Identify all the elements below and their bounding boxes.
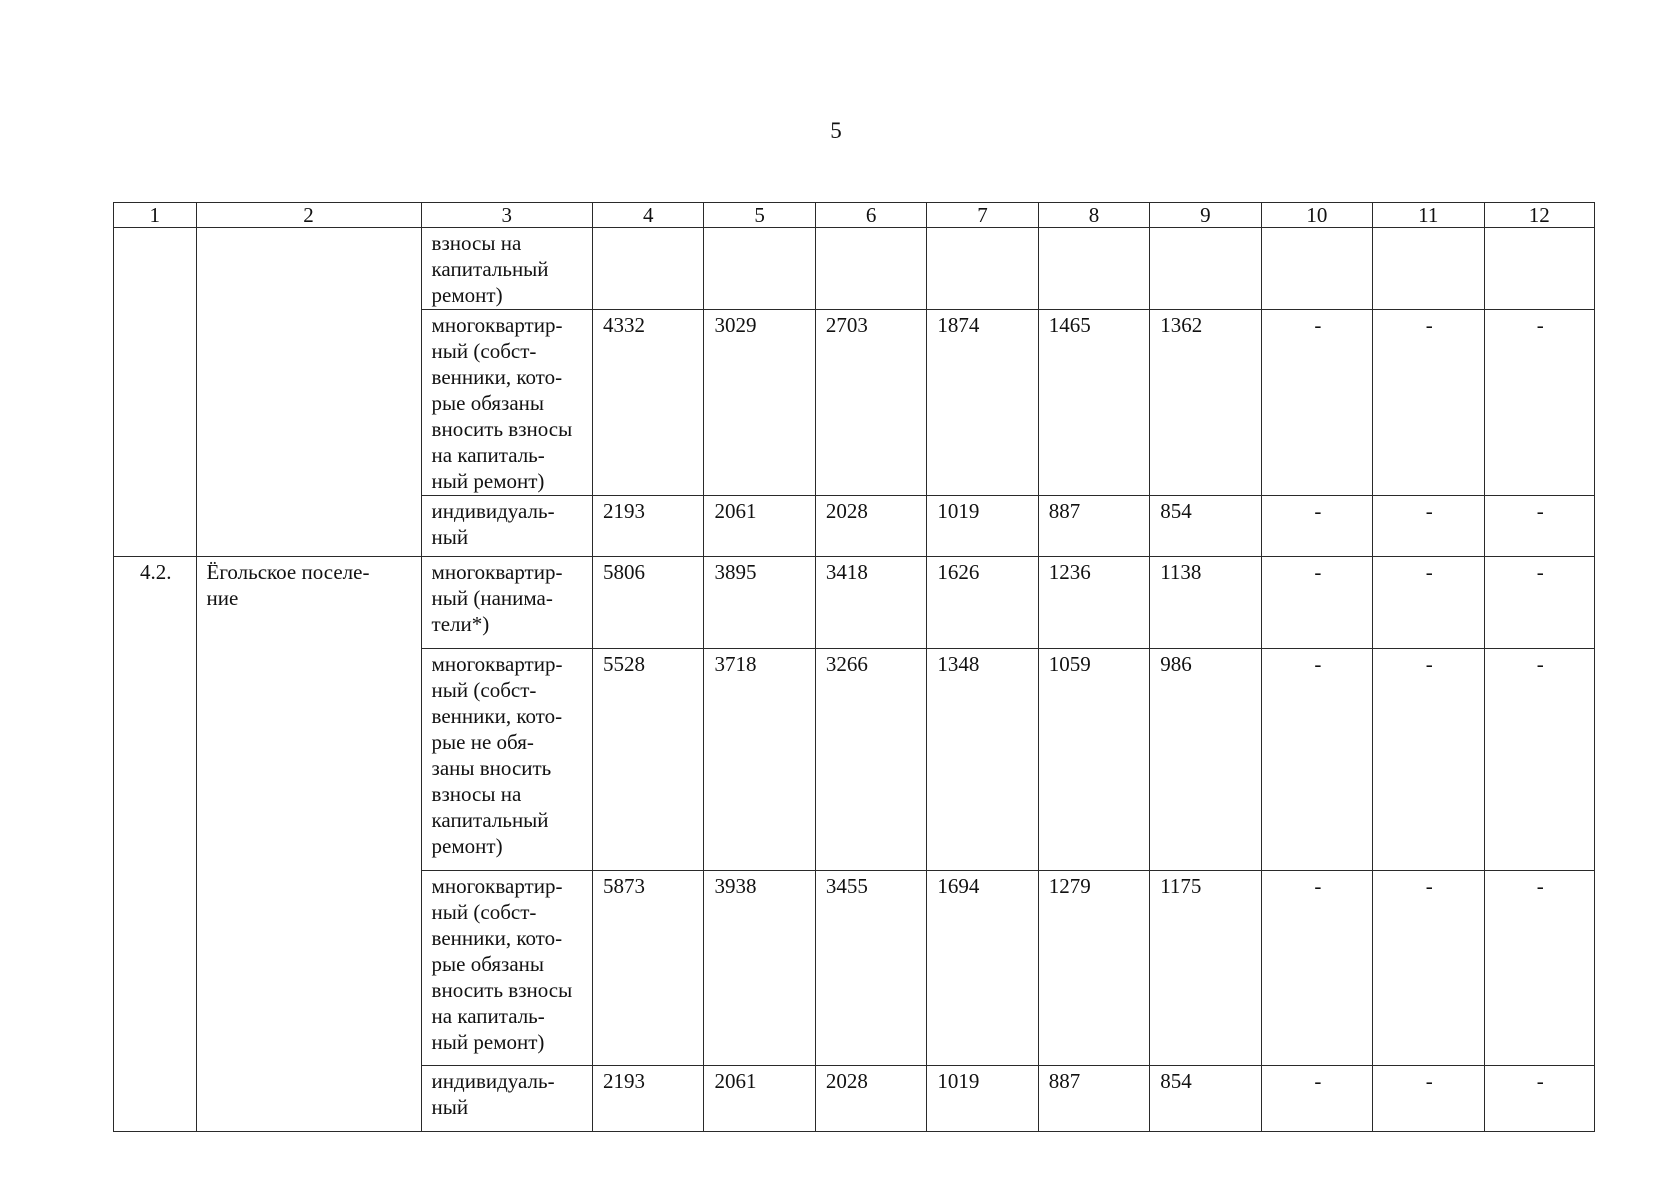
value-cell: 1175 [1150,871,1261,1066]
value-cell: 1138 [1150,557,1261,649]
table-row [114,557,1595,649]
value-cell: 3455 [815,871,926,1066]
housing-type-cell [421,310,592,496]
value-cell: 1348 [927,649,1038,871]
housing-type-cell [421,496,592,557]
row-number-cell: 4.2. [114,557,197,1132]
value-cell: - [1261,1066,1372,1132]
value-cell: - [1484,871,1595,1066]
column-number: 12 [1484,203,1595,228]
column-number: 1 [114,203,197,228]
value-cell: 2193 [593,496,704,557]
column-number: 4 [593,203,704,228]
value-cell [1373,228,1484,310]
value-cell: 3895 [704,557,815,649]
settlement-name-cell [196,557,421,1132]
column-number: 3 [421,203,592,228]
value-cell: 2028 [815,1066,926,1132]
value-cell: 1059 [1038,649,1149,871]
column-number: 6 [815,203,926,228]
value-cell: - [1261,310,1372,496]
housing-type-cell [421,649,592,871]
value-cell: - [1484,1066,1595,1132]
value-cell: 1694 [927,871,1038,1066]
value-cell [593,228,704,310]
value-cell [1150,228,1261,310]
value-cell: - [1373,496,1484,557]
value-cell: - [1373,1066,1484,1132]
table-row [114,228,1595,310]
value-cell: 2061 [704,1066,815,1132]
value-cell: 887 [1038,496,1149,557]
value-cell: 3266 [815,649,926,871]
value-cell: 1279 [1038,871,1149,1066]
value-cell [1484,228,1595,310]
value-cell: - [1261,496,1372,557]
value-cell: 4332 [593,310,704,496]
value-cell [1038,228,1149,310]
value-cell: - [1484,310,1595,496]
value-cell: 3718 [704,649,815,871]
value-cell: - [1261,557,1372,649]
cell-text: многоквартир- ный (собст- венники, кото- рые не обя- заны вносить взносы на капитальный ремонт) [431,652,563,858]
column-number: 10 [1261,203,1372,228]
value-cell: 2703 [815,310,926,496]
value-cell: - [1373,649,1484,871]
column-number: 9 [1150,203,1261,228]
cell-text: многоквартир- ный (нанима- тели*) [431,560,563,636]
value-cell: 3418 [815,557,926,649]
column-number: 7 [927,203,1038,228]
value-cell: 1236 [1038,557,1149,649]
value-cell: - [1484,557,1595,649]
value-cell: 2028 [815,496,926,557]
value-cell [815,228,926,310]
value-cell: - [1373,871,1484,1066]
value-cell: 1874 [927,310,1038,496]
cell-text: взносы на капитальный ремонт) [431,231,549,307]
value-cell: 5528 [593,649,704,871]
value-cell: 3029 [704,310,815,496]
housing-type-cell [421,871,592,1066]
housing-type-cell [421,228,592,310]
value-cell [927,228,1038,310]
value-cell: - [1261,871,1372,1066]
row-number-cell [114,228,197,557]
value-cell: 1362 [1150,310,1261,496]
value-cell: 3938 [704,871,815,1066]
column-number: 11 [1373,203,1484,228]
column-number: 2 [196,203,421,228]
value-cell: 986 [1150,649,1261,871]
column-number: 8 [1038,203,1149,228]
value-cell: - [1373,310,1484,496]
cell-text: Ёгольское поселе- ние [206,560,370,610]
housing-type-cell [421,557,592,649]
column-number: 5 [704,203,815,228]
header-row [114,203,1595,228]
value-cell: 1019 [927,496,1038,557]
value-cell [1261,228,1372,310]
cell-text: многоквартир- ный (собст- венники, кото- рые обязаны вносить взносы на капиталь- ный ремонт) [431,874,573,1054]
value-cell: 887 [1038,1066,1149,1132]
value-cell: 854 [1150,496,1261,557]
value-cell: 2193 [593,1066,704,1132]
housing-type-cell [421,1066,592,1132]
value-cell: 1626 [927,557,1038,649]
settlement-name-cell [196,228,421,557]
tariff-table [113,202,1595,1132]
value-cell: - [1373,557,1484,649]
value-cell: 5806 [593,557,704,649]
value-cell: - [1484,649,1595,871]
cell-text: многоквартир- ный (собст- венники, кото- рые обязаны вносить взносы на капиталь- ный ремонт) [431,313,573,493]
value-cell: - [1484,496,1595,557]
value-cell: 5873 [593,871,704,1066]
value-cell [704,228,815,310]
page-number: 5 [830,118,842,143]
cell-text: индивидуаль- ный [431,1069,555,1119]
value-cell: - [1261,649,1372,871]
cell-text: индивидуаль- ный [431,499,555,549]
value-cell: 2061 [704,496,815,557]
value-cell: 1465 [1038,310,1149,496]
value-cell: 854 [1150,1066,1261,1132]
value-cell: 1019 [927,1066,1038,1132]
